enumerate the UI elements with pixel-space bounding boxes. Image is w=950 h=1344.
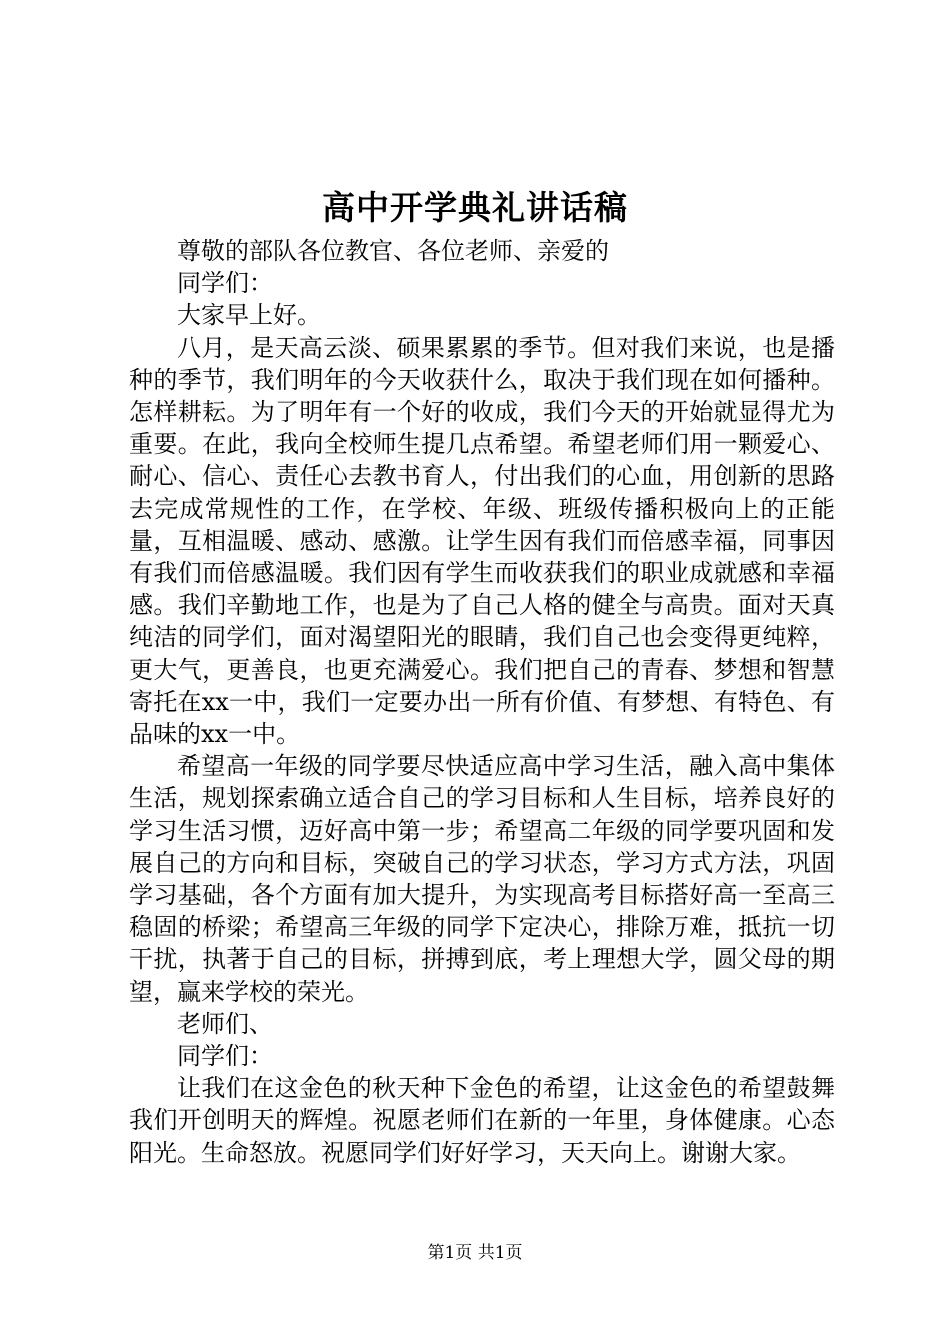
salutation-paragraph: 同学们：	[177, 269, 273, 298]
closing-salutation-paragraph: 同学们：	[177, 1042, 273, 1071]
greeting-paragraph: 大家早上好。	[177, 301, 321, 330]
salutation-paragraph: 尊敬的部队各位教官、各位老师、亲爱的	[177, 237, 609, 265]
closing-salutation-paragraph: 老师们、	[177, 1009, 273, 1038]
body-paragraph: 希望高一年级的同学要尽快适应高中学习生活，融入高中集体生活，规划探索确立适合自己的学习目标和人生目标，培养良好的学习生活习惯，迈好高中第一步；希望高二年级的同学要巩固和发展自己的方向和目标，突破自己的学习状态，学习方式方法，巩固学习基础，各个方面有加大提升，为实现高考目标搭好高一至高三稳固的桥梁；希望高三年级的同学下定决心，排除万难，抵抗一切干扰，执著于自己的目标，拼搏到底，考上理想大学，圆父母的期望，赢来学校的荣光。	[129, 752, 835, 1006]
document-body	[129, 235, 835, 1169]
document-title: 高中开学典礼讲话稿	[322, 188, 628, 227]
body-paragraph: 八月，是天高云淡、硕果累累的季节。但对我们来说，也是播种的季节，我们明年的今天收获什么，取决于我们现在如何播种。怎样耕耘。为了明年有一个好的收成，我们今天的开始就显得尤为重要。在此，我向全校师生提几点希望。希望老师们用一颗爱心、耐心、信心、责任心去教书育人，付出我们的心血，用创新的思路去完成常规性的工作，在学校、年级、班级传播积极向上的正能量，互相温暖、感动、感激。让学生因有我们而倍感幸福，同事因有我们而倍感温暖。我们因有学生而收获我们的职业成就感和幸福感。我们辛勤地工作，也是为了自己人格的健全与高贵。面对天真纯洁的同学们，面对渴望阳光的眼睛，我们自己也会变得更纯粹，更大气，更善良，也更充满爱心。我们把自己的青春、梦想和智慧寄托在xx一中，我们一定要办出一所有价值、有梦想、有特色、有品味的xx一中。	[129, 333, 835, 749]
page-footer: 第1页 共1页	[427, 1243, 523, 1263]
closing-paragraph: 让我们在这金色的秋天种下金色的希望，让这金色的希望鼓舞我们开创明天的辉煌。祝愿老师们在新的一年里，身体健康。心态阳光。生命怒放。祝愿同学们好好学习，天天向上。谢谢大家。	[129, 1074, 835, 1167]
